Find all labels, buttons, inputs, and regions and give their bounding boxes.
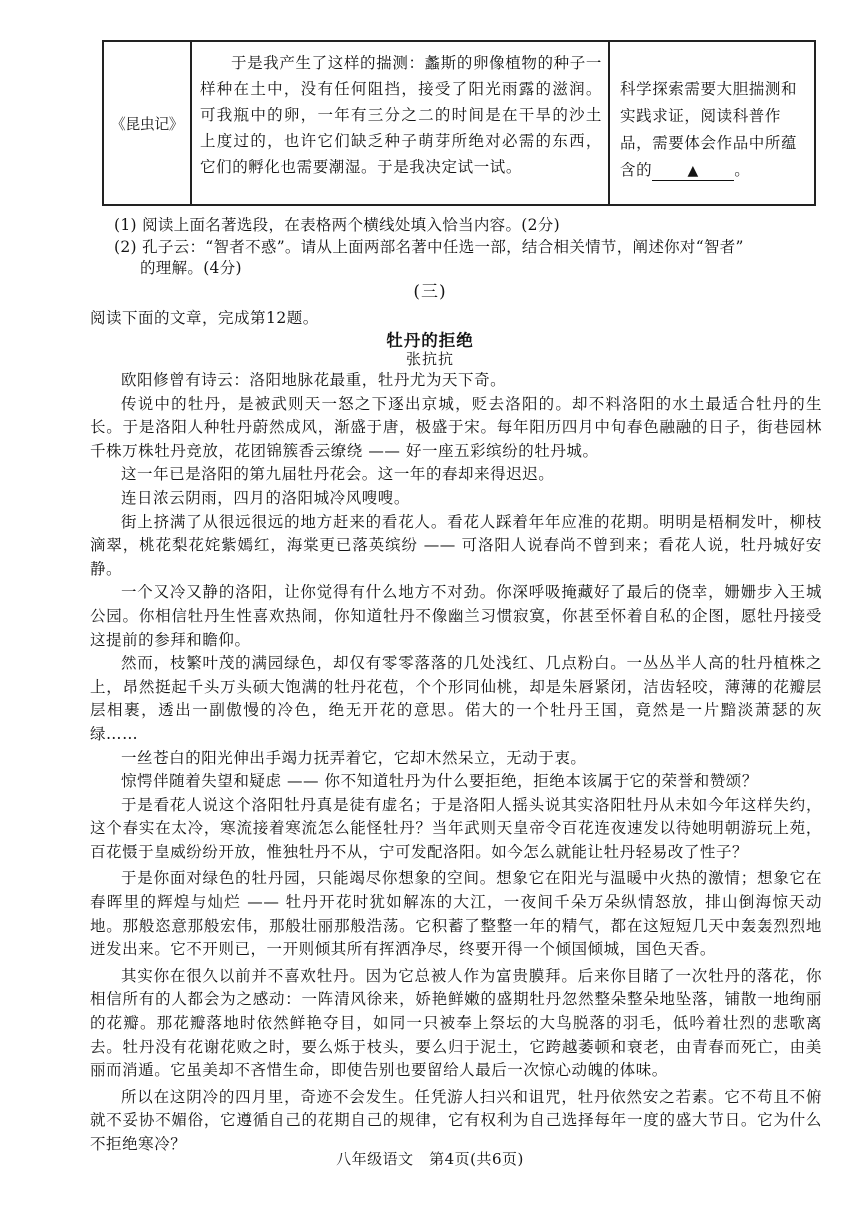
paragraph: 所以在这阴冷的四月里，奇迹不会发生。任凭游人扫兴和诅咒，牡丹依然安之若素。它不苟且不俯就不妥协不媚俗，它遵循自己的花期自己的规律，它有权利为自己选择每年一度的盛大节日。它为什么不拒绝寒冷？ — [90, 1087, 822, 1153]
book-title-cell — [104, 42, 192, 204]
comment-end: 。 — [734, 161, 751, 179]
excerpt-cell — [192, 42, 610, 204]
comment-cell — [610, 42, 814, 204]
reading-instruction: 阅读下面的文章，完成第12题。 — [90, 309, 319, 327]
page-footer: 八年级语文 第4页(共6页) — [336, 1150, 524, 1168]
paragraph: 其实你在很久以前并不喜欢牡丹。因为它总被人作为富贵膜拜。后来你目睹了一次牡丹的落花，你相信所有的人都会为之感动：一阵清风徐来，娇艳鲜嫩的盛期牡丹忽然整朵整朵地坠落，铺散一地绚丽的花瓣。那花瓣落地时依然鲜艳夺目，如同一只被奉上祭坛的大鸟脱落的羽毛，低吟着壮烈的悲歌离去。牡丹没有花谢花败之时，要么烁于枝头，要么归于泥土，它跨越萎顿和衰老，由青春而死亡，由美丽而消遁。它虽美却不吝惜生命，即使告别也要留给人最后一次惊心动魄的体味。 — [90, 966, 822, 1080]
paragraph: 连日浓云阴雨，四月的洛阳城冷风嗖嗖。 — [121, 488, 410, 507]
answer-blank — [652, 162, 734, 181]
article-title: 牡丹的拒绝 — [386, 331, 474, 350]
paragraph: 惊愕伴随着失望和疑虑 —— 你不知道牡丹为什么要拒绝，拒绝本该属于它的荣誉和赞颂？ — [121, 772, 758, 791]
section-heading: (三) — [413, 282, 447, 302]
comment-text: 科学探索需要大胆揣测和实践求证，阅读科普作品，需要体会作品中所蕴含的 — [620, 80, 798, 179]
paragraph: 于是看花人说这个洛阳牡丹真是徒有虚名；于是洛阳人摇头说其实洛阳牡丹从未如今年这样失约，这个春实在太冷，寒流接着寒流怎么能怪牡丹？当年武则天皇帝令百花连夜速发以待她明朝游玩上苑，百花慑于皇威纷纷开放，惟独牡丹不从，宁可发配洛阳。如今怎么就能让牡丹轻易改了性子？ — [90, 795, 822, 861]
excerpt-text: 于是我产生了这样的揣测：蠡斯的卵像植物的种子一样种在土中，没有任何阻挡，接受了阳光雨露的滋润。可我瓶中的卵，一年有三分之二的时间是在干旱的沙土上度过的，也许它们缺乏种子萌芽所绝对必需的东西，它们的孵化也需要潮湿。于是我决定试一试。 — [200, 54, 602, 176]
book-title: 《昆虫记》 — [110, 114, 184, 133]
paragraph: 这一年已是洛阳的第九届牡丹花会。这一年的春却来得迟迟。 — [121, 465, 555, 484]
article-body — [90, 369, 822, 1157]
question-2-line-2: 的理解。(4分) — [140, 259, 242, 277]
reading-table — [102, 40, 816, 206]
paragraph: 一丝苍白的阳光伸出手竭力抚弄着它，它却木然呆立，无动于衷。 — [121, 748, 587, 767]
article-author: 张抗抗 — [405, 350, 454, 368]
question-2: (2) 孔子云：“智者不惑”。请从上面两部名著中任选一部，结合相关情节，阐述你对“智者” — [114, 238, 744, 256]
blank-triangle-mark: ▲ — [687, 163, 699, 179]
paragraph: 然而，枝繁叶茂的满园绿色，却仅有零零落落的几处浅红、几点粉白。一丛丛半人高的牡丹植株之上，昂然挺起千头万头硕大饱满的牡丹花苞，个个形同仙桃，却是朱唇紧闭，洁齿轻咬，薄薄的花瓣层层相裹，透出一副傲慢的冷色，绝无开花的意思。偌大的一个牡丹王国，竟然是一片黯淡萧瑟的灰绿…… — [90, 654, 822, 743]
paragraph: 传说中的牡丹，是被武则天一怒之下逐出京城，贬去洛阳的。却不料洛阳的水土最适合牡丹的生长。于是洛阳人种牡丹蔚然成风，渐盛于唐，极盛于宋。每年阳历四月中旬春色融融的日子，街巷园林千株万株牡丹竞放，花团锦簇香云缭绕 —— 好一座五彩缤纷的牡丹城。 — [90, 394, 822, 460]
paragraph: 欧阳修曾有诗云：洛阳地脉花最重，牡丹尤为天下奇。 — [121, 371, 507, 389]
paragraph: 于是你面对绿色的牡丹园，只能竭尽你想象的空间。想象它在阳光与温暖中火热的激情；想象它在春晖里的辉煌与灿烂 —— 牡丹开花时犹如解冻的大江，一夜间千朵万朵纵情怒放，排山倒海惊天动地。那般恣意那般宏伟，那般壮丽那般浩荡。它积蓄了整整一年的精气，都在这短短几天中轰轰烈烈地迸发出来。它不开则已，一开则倾其所有挥洒净尽，终要开得一个倾国倾城，国色天香。 — [90, 869, 822, 959]
paragraph: 一个又冷又静的洛阳，让你觉得有什么地方不对劲。你深呼吸掩藏好了最后的侥幸，姗姗步入王城公园。你相信牡丹生性喜欢热闹，你知道牡丹不像幽兰习惯寂寞，你甚至怀着自私的企图，愿牡丹接受这提前的参拜和瞻仰。 — [90, 583, 822, 649]
paragraph: 街上挤满了从很远很远的地方赶来的看花人。看花人踩着年年应准的花期。明明是梧桐发叶，柳枝滴翠，桃花梨花姹紫嫣红，海棠更已落英缤纷 —— 可洛阳人说春尚不曾到来；看花人说，牡丹城好安静。 — [90, 512, 822, 578]
question-1: (1) 阅读上面名著选段，在表格两个横线处填入恰当内容。(2分) — [114, 216, 560, 234]
